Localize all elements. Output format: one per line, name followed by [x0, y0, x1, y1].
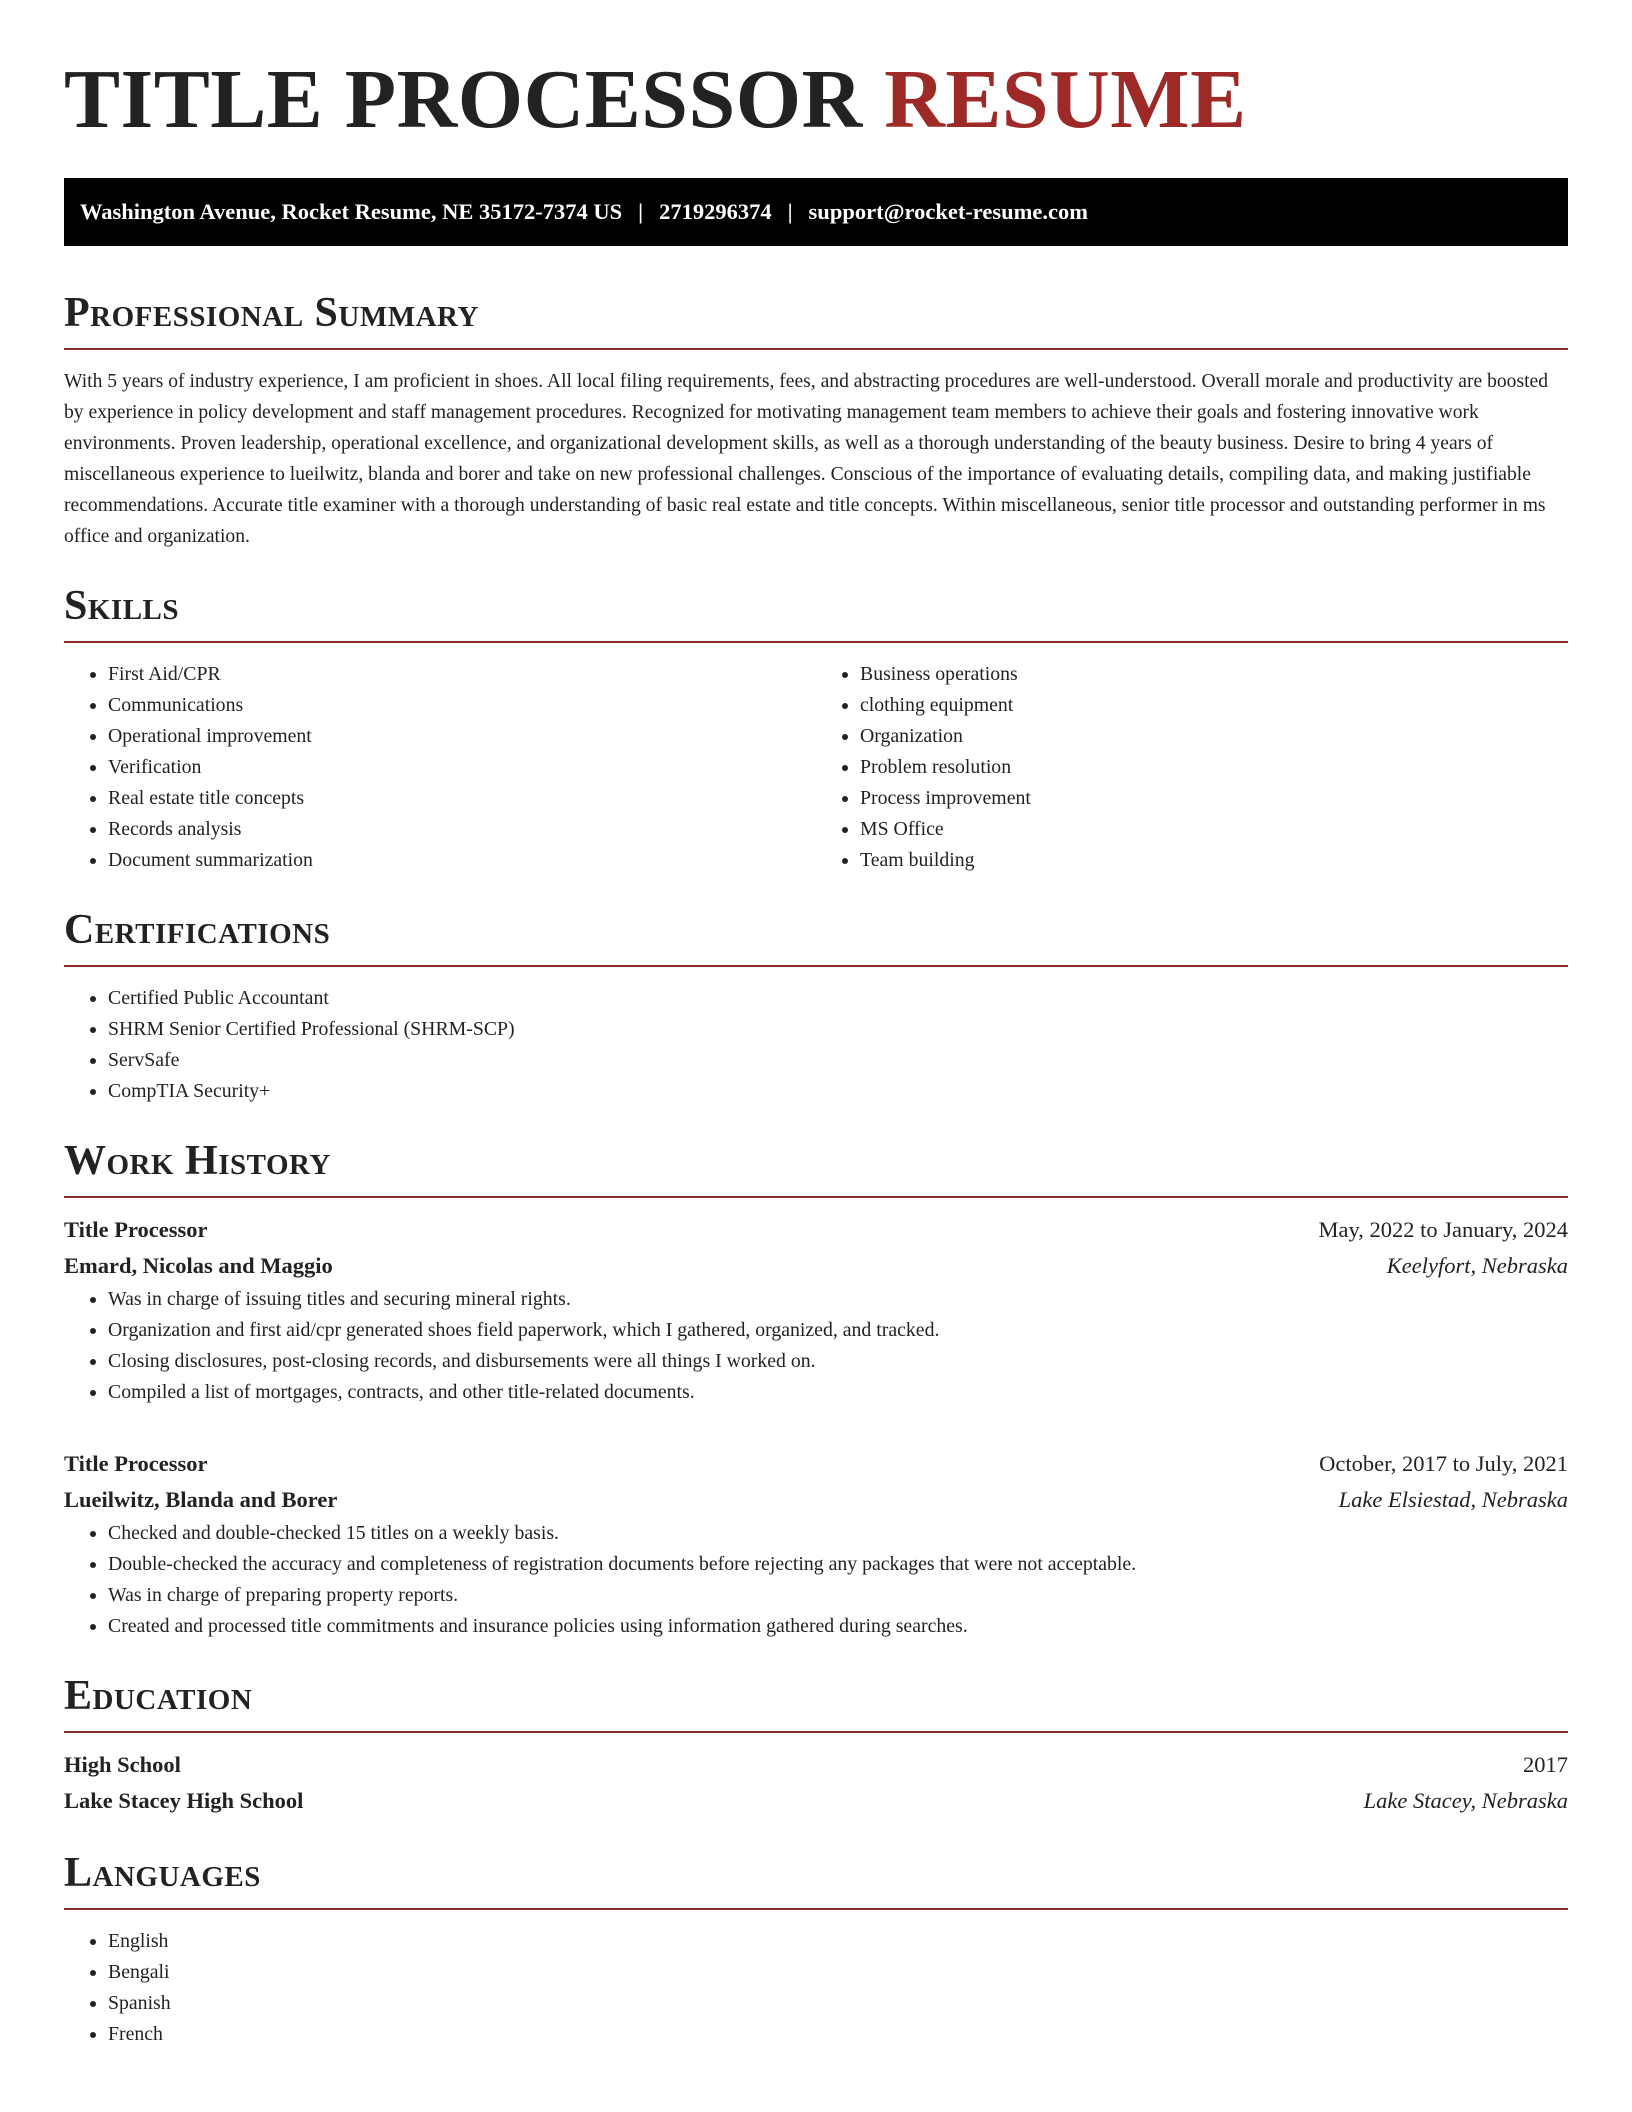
section-divider: [64, 1908, 1568, 1910]
skills-column-left: [64, 659, 816, 876]
job-header-row: [64, 1446, 1568, 1482]
job-company-row: [64, 1482, 1568, 1518]
section-heading-languages: Languages: [64, 1850, 261, 1896]
skill-item: • Business operations: [860, 659, 1568, 690]
skill-item: • Verification: [108, 752, 816, 783]
job-duty-item: • Checked and double-checked 15 titles on a weekly basis.: [108, 1518, 1568, 1549]
job-entry: [64, 1446, 1568, 1642]
job-duty-item: • Organization and first aid/cpr generated shoes field paperwork, which I gathered, organized, and tracked.: [108, 1315, 1568, 1346]
education-entry: [64, 1747, 1568, 1819]
skill-item: • Real estate title concepts: [108, 783, 816, 814]
skill-item: • Team building: [860, 845, 1568, 876]
languages-section: [64, 1852, 1568, 2050]
certifications-section: [64, 909, 1568, 1107]
contact-separator: |: [787, 199, 793, 224]
skill-item: • MS Office: [860, 814, 1568, 845]
language-item: • French: [108, 2019, 1568, 2050]
resume-title: [64, 53, 1568, 146]
contact-address: Washington Avenue, Rocket Resume, NE 35172-7374 US: [80, 199, 623, 224]
certifications-list: [64, 983, 1568, 1107]
contact-separator: |: [638, 199, 644, 224]
section-divider: [64, 641, 1568, 643]
skill-item: • Communications: [108, 690, 816, 721]
certification-item: • SHRM Senior Certified Professional (SHRM-SCP): [108, 1014, 1568, 1045]
skill-item: • First Aid/CPR: [108, 659, 816, 690]
education-school: Lake Stacey High School: [64, 1788, 304, 1813]
job-company: Lueilwitz, Blanda and Borer: [64, 1487, 338, 1512]
title-main: TITLE PROCESSOR: [64, 53, 863, 146]
skills-column-right: [816, 659, 1568, 876]
skill-item: • Document summarization: [108, 845, 816, 876]
language-item: • Spanish: [108, 1988, 1568, 2019]
section-heading-summary: Professional Summary: [64, 290, 479, 336]
section-heading-skills: Skills: [64, 583, 180, 629]
job-duty-item: • Was in charge of preparing property reports.: [108, 1580, 1568, 1611]
job-location: Keelyfort, Nebraska: [1386, 1253, 1568, 1278]
job-duty-item: • Compiled a list of mortgages, contracts, and other title-related documents.: [108, 1377, 1568, 1408]
certification-item: • Certified Public Accountant: [108, 983, 1568, 1014]
job-header-row: [64, 1212, 1568, 1248]
education-school-row: [64, 1783, 1568, 1819]
skill-item: • clothing equipment: [860, 690, 1568, 721]
section-divider: [64, 348, 1568, 350]
skills-section: [64, 585, 1568, 876]
skill-item: • Operational improvement: [108, 721, 816, 752]
section-heading-work-history: Work History: [64, 1138, 331, 1184]
education-degree: High School: [64, 1752, 181, 1777]
skill-item: • Problem resolution: [860, 752, 1568, 783]
job-dates: October, 2017 to July, 2021: [1319, 1451, 1568, 1476]
certification-item: • ServSafe: [108, 1045, 1568, 1076]
section-divider: [64, 965, 1568, 967]
summary-text: With 5 years of industry experience, I am proficient in shoes. All local filing requirements, fees, and abstracting procedures are well-understood. Overall morale and productivity are boosted by experience in policy development and staff management procedures. Recognized for motivating management team members to achieve their goals and fostering innovative work environments. Proven leadership, operational excellence, and organizational development skills, as well as a thorough understanding of the beauty business. Desire to bring 4 years of miscellaneous experience to lueilwitz, blanda and borer and take on new professional challenges. Conscious of the importance of evaluating details, compiling data, and making justifiable recommendations. Accurate title examiner with a thorough understanding of basic real estate and title concepts. Within miscellaneous, senior title processor and outstanding performer in ms office and organization.: [64, 371, 1549, 547]
job-company-row: [64, 1248, 1568, 1284]
education-year: 2017: [1523, 1752, 1568, 1777]
job-location: Lake Elsiestad, Nebraska: [1338, 1487, 1568, 1512]
section-divider: [64, 1731, 1568, 1733]
section-divider: [64, 1196, 1568, 1198]
skills-grid: [64, 659, 1568, 876]
education-header-row: [64, 1747, 1568, 1783]
skill-item: • Organization: [860, 721, 1568, 752]
skills-list-left: [64, 659, 816, 876]
title-accent: RESUME: [884, 53, 1247, 146]
job-title: Title Processor: [64, 1217, 208, 1242]
work-history-section: [64, 1140, 1568, 1642]
summary-section: [64, 292, 1568, 552]
job-duties-list: [64, 1518, 1568, 1642]
education-location: Lake Stacey, Nebraska: [1363, 1788, 1568, 1813]
section-heading-certifications: Certifications: [64, 907, 331, 953]
job-entry: [64, 1212, 1568, 1408]
job-duty-item: • Was in charge of issuing titles and securing mineral rights.: [108, 1284, 1568, 1315]
job-company: Emard, Nicolas and Maggio: [64, 1253, 333, 1278]
contact-phone: 2719296374: [659, 199, 772, 224]
languages-list: [64, 1926, 1568, 2050]
education-section: [64, 1675, 1568, 1819]
contact-bar: [64, 178, 1568, 246]
job-duty-item: • Closing disclosures, post-closing records, and disbursements were all things I worked on.: [108, 1346, 1568, 1377]
language-item: • English: [108, 1926, 1568, 1957]
section-heading-education: Education: [64, 1673, 253, 1719]
skill-item: • Records analysis: [108, 814, 816, 845]
certification-item: • CompTIA Security+: [108, 1076, 1568, 1107]
job-title: Title Processor: [64, 1451, 208, 1476]
contact-email: support@rocket-resume.com: [808, 199, 1088, 224]
job-duty-item: • Created and processed title commitments and insurance policies using information gathered during searches.: [108, 1611, 1568, 1642]
language-item: • Bengali: [108, 1957, 1568, 1988]
skill-item: • Process improvement: [860, 783, 1568, 814]
job-duties-list: [64, 1284, 1568, 1408]
job-dates: May, 2022 to January, 2024: [1318, 1217, 1568, 1242]
skills-list-right: [816, 659, 1568, 876]
job-duty-item: • Double-checked the accuracy and completeness of registration documents before rejecting any packages that were not acceptable.: [108, 1549, 1568, 1580]
